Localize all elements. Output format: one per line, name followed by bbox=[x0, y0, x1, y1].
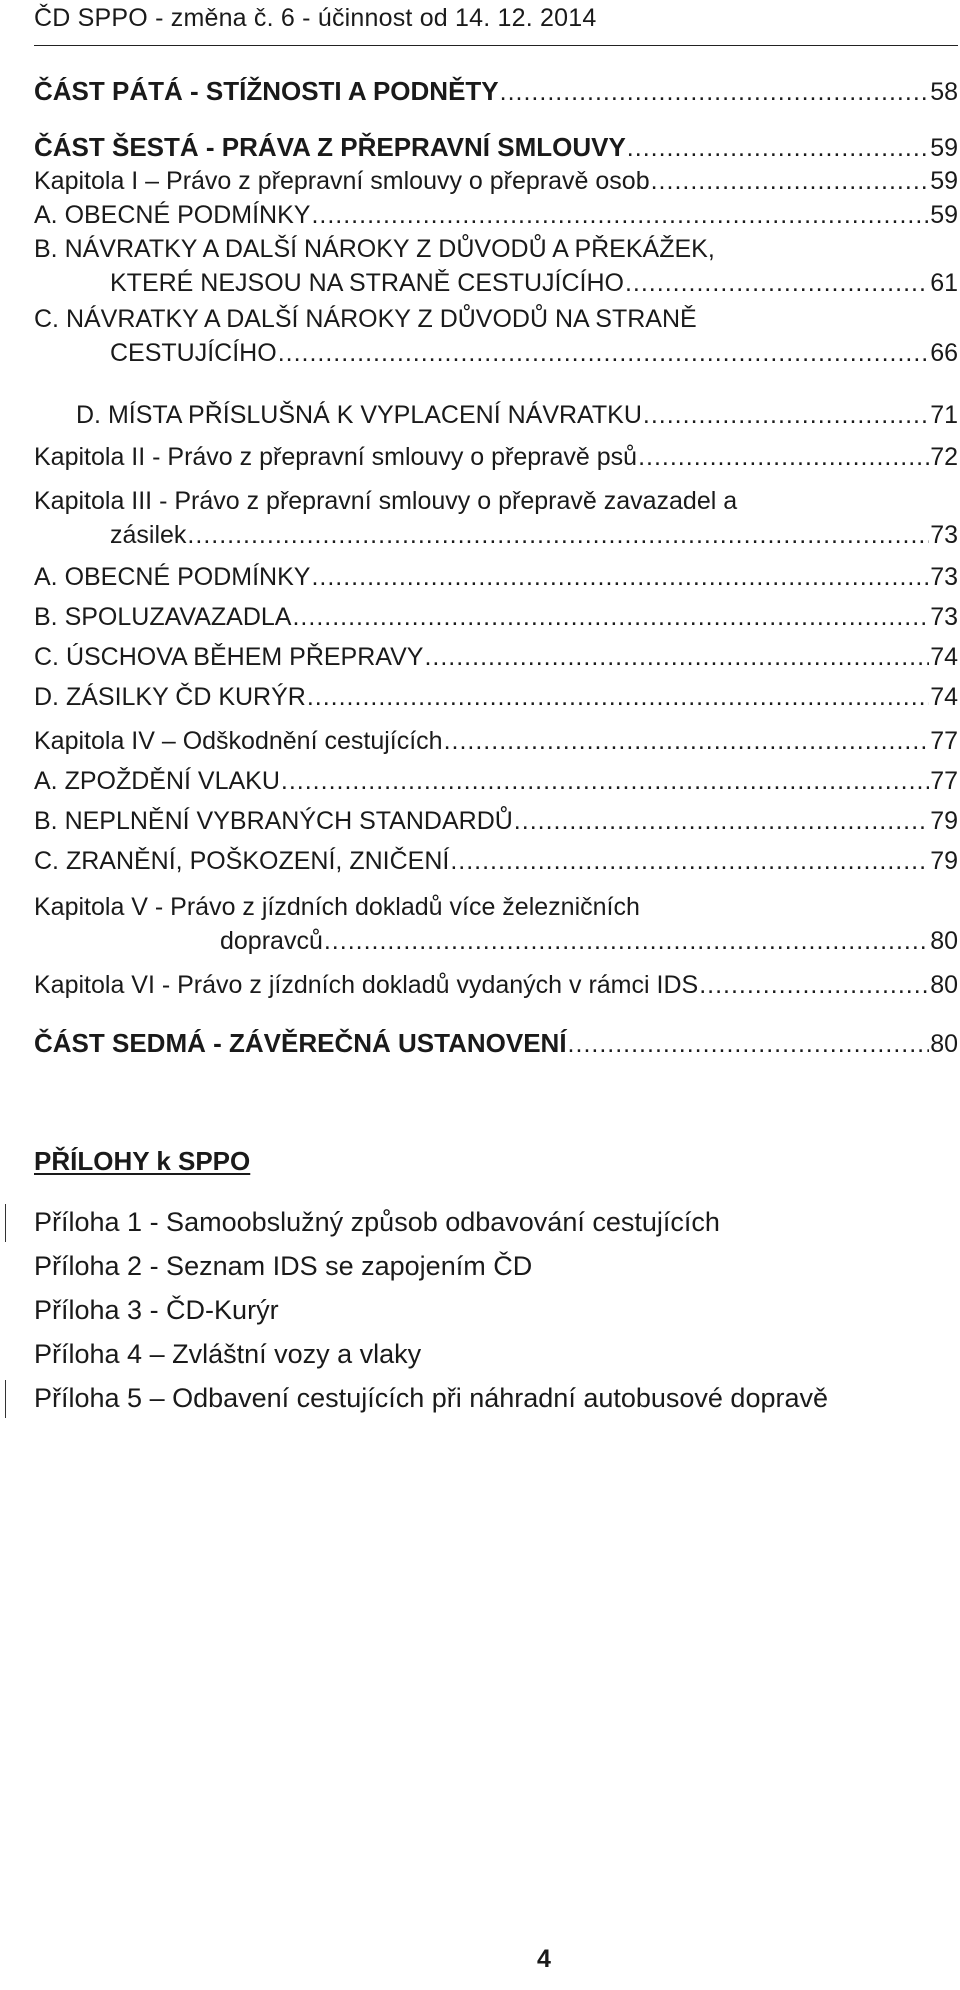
toc-chapter-3-section-c[interactable] bbox=[34, 640, 958, 674]
toc-page-number: 77 bbox=[930, 727, 958, 755]
appendix-item-3[interactable]: Příloha 3 - ČD-Kurýr bbox=[34, 1295, 279, 1325]
toc-leader bbox=[292, 600, 929, 634]
toc-page-number: 61 bbox=[930, 269, 958, 297]
toc-chapter-4[interactable] bbox=[34, 724, 958, 758]
toc-entry-title: D. MÍSTA PŘÍSLUŠNÁ K VYPLACENÍ NÁVRATKU bbox=[76, 401, 642, 429]
toc-leader bbox=[307, 680, 929, 714]
toc-chapter-4-section-b[interactable] bbox=[34, 804, 958, 838]
toc-leader bbox=[281, 764, 929, 798]
toc-leader bbox=[424, 640, 929, 674]
toc-chapter-4-section-c[interactable] bbox=[34, 844, 958, 878]
toc-page-number: 72 bbox=[930, 443, 958, 471]
page-number: 4 bbox=[537, 1945, 551, 1973]
appendix-item-5[interactable]: Příloha 5 – Odbavení cestujících při náhradní autobusové dopravě bbox=[34, 1383, 829, 1413]
revision-change-bar bbox=[5, 1380, 6, 1418]
toc-leader bbox=[699, 968, 929, 1002]
toc-page-number: 79 bbox=[930, 847, 958, 875]
toc-entry-title-line-2: dopravců bbox=[220, 927, 323, 955]
toc-entry-title: D. ZÁSILKY ČD KURÝR bbox=[34, 683, 306, 711]
toc-entry-title: A. OBECNÉ PODMÍNKY bbox=[34, 201, 311, 229]
toc-leader bbox=[500, 75, 930, 109]
toc-chapter-6[interactable] bbox=[34, 968, 958, 1002]
toc-entry-title: A. OBECNÉ PODMÍNKY bbox=[34, 563, 311, 591]
toc-entry-title: ČÁST ŠESTÁ - PRÁVA Z PŘEPRAVNÍ SMLOUVY bbox=[34, 132, 626, 162]
toc-leader bbox=[638, 440, 929, 474]
header-divider bbox=[34, 45, 958, 46]
toc-chapter-1-section-d[interactable] bbox=[76, 398, 958, 432]
toc-chapter-5[interactable] bbox=[34, 890, 958, 958]
toc-page-number: 59 bbox=[930, 167, 958, 195]
toc-chapter-3[interactable] bbox=[34, 484, 958, 552]
toc-page-number: 59 bbox=[930, 201, 958, 229]
toc-chapter-3-section-d[interactable] bbox=[34, 680, 958, 714]
toc-page-number: 80 bbox=[930, 1030, 958, 1058]
toc-leader bbox=[324, 924, 929, 958]
appendices-heading: PŘÍLOHY k SPPO bbox=[34, 1146, 251, 1176]
toc-page-number: 59 bbox=[930, 134, 958, 162]
toc-leader bbox=[444, 724, 930, 758]
toc-page-number: 74 bbox=[930, 643, 958, 671]
toc-chapter-1-section-c[interactable] bbox=[34, 302, 958, 370]
toc-entry-title: Kapitola VI - Právo z jízdních dokladů vydaných v rámci IDS bbox=[34, 971, 699, 999]
toc-entry-title-line-2: CESTUJÍCÍHO bbox=[110, 339, 277, 367]
toc-leader bbox=[625, 266, 929, 300]
toc-part-6[interactable] bbox=[34, 130, 958, 164]
toc-entry-title-line-1: Kapitola III - Právo z přepravní smlouvy o přepravě zavazadel a bbox=[34, 487, 738, 515]
toc-chapter-4-section-a[interactable] bbox=[34, 764, 958, 798]
toc-entry-title: Kapitola I – Právo z přepravní smlouvy o přepravě osob bbox=[34, 167, 650, 195]
toc-entry-title: Kapitola IV – Odškodnění cestujících bbox=[34, 727, 443, 755]
toc-page-number: 73 bbox=[930, 521, 958, 549]
appendix-item-4[interactable]: Příloha 4 – Zvláštní vozy a vlaky bbox=[34, 1339, 422, 1369]
toc-page-number: 80 bbox=[930, 971, 958, 999]
toc-page-number: 79 bbox=[930, 807, 958, 835]
toc-leader bbox=[568, 1027, 930, 1061]
toc-entry-title: ČÁST PÁTÁ - STÍŽNOSTI A PODNĚTY bbox=[34, 76, 499, 106]
toc-page-number: 74 bbox=[930, 683, 958, 711]
toc-leader bbox=[311, 198, 929, 232]
toc-page-number: 73 bbox=[930, 563, 958, 591]
toc-chapter-1-section-a[interactable] bbox=[34, 198, 958, 232]
toc-entry-title: ČÁST SEDMÁ - ZÁVĚREČNÁ USTANOVENÍ bbox=[34, 1028, 567, 1058]
revision-change-bar bbox=[5, 1204, 6, 1242]
toc-chapter-1[interactable] bbox=[34, 164, 958, 198]
toc-chapter-2[interactable] bbox=[34, 440, 958, 474]
toc-leader bbox=[311, 560, 929, 594]
toc-leader bbox=[187, 518, 929, 552]
toc-page-number: 80 bbox=[930, 927, 958, 955]
toc-entry-title-line-2: zásilek bbox=[110, 521, 187, 549]
toc-entry-title: Kapitola II - Právo z přepravní smlouvy o přepravě psů bbox=[34, 443, 638, 471]
toc-page-number: 77 bbox=[930, 767, 958, 795]
toc-chapter-3-section-a[interactable] bbox=[34, 560, 958, 594]
toc-entry-title: B. NEPLNĚNÍ VYBRANÝCH STANDARDŮ bbox=[34, 807, 513, 835]
toc-entry-title-line-1: Kapitola V - Právo z jízdních dokladů více železničních bbox=[34, 893, 640, 921]
toc-page-number: 71 bbox=[930, 401, 958, 429]
toc-page-number: 58 bbox=[930, 78, 958, 106]
toc-entry-title-line-2: KTERÉ NEJSOU NA STRANĚ CESTUJÍCÍHO bbox=[110, 269, 624, 297]
toc-entry-title-line-1: B. NÁVRATKY A DALŠÍ NÁROKY Z DŮVODŮ A PŘEKÁŽEK, bbox=[34, 235, 715, 263]
toc-leader bbox=[514, 804, 929, 838]
toc-leader bbox=[450, 844, 929, 878]
toc-leader bbox=[627, 131, 929, 165]
toc-page-number: 73 bbox=[930, 603, 958, 631]
toc-leader bbox=[278, 336, 930, 370]
appendix-item-2[interactable]: Příloha 2 - Seznam IDS se zapojením ČD bbox=[34, 1251, 533, 1281]
appendix-item-1[interactable]: Příloha 1 - Samoobslužný způsob odbavování cestujících bbox=[34, 1207, 720, 1237]
toc-page-number: 66 bbox=[930, 339, 958, 367]
toc-chapter-3-section-b[interactable] bbox=[34, 600, 958, 634]
toc-part-5[interactable] bbox=[34, 74, 958, 108]
toc-leader bbox=[651, 164, 930, 198]
toc-entry-title: A. ZPOŽDĚNÍ VLAKU bbox=[34, 767, 280, 795]
toc-entry-title: C. ÚSCHOVA BĚHEM PŘEPRAVY bbox=[34, 643, 424, 671]
document-header: ČD SPPO - změna č. 6 - účinnost od 14. 12. 2014 bbox=[34, 4, 597, 32]
toc-leader bbox=[643, 398, 929, 432]
toc-chapter-1-section-b[interactable] bbox=[34, 232, 958, 300]
toc-entry-title: B. SPOLUZAVAZADLA bbox=[34, 603, 292, 631]
toc-part-7[interactable] bbox=[34, 1026, 958, 1060]
toc-entry-title-line-1: C. NÁVRATKY A DALŠÍ NÁROKY Z DŮVODŮ NA STRANĚ bbox=[34, 305, 697, 333]
toc-entry-title: C. ZRANĚNÍ, POŠKOZENÍ, ZNIČENÍ bbox=[34, 847, 450, 875]
